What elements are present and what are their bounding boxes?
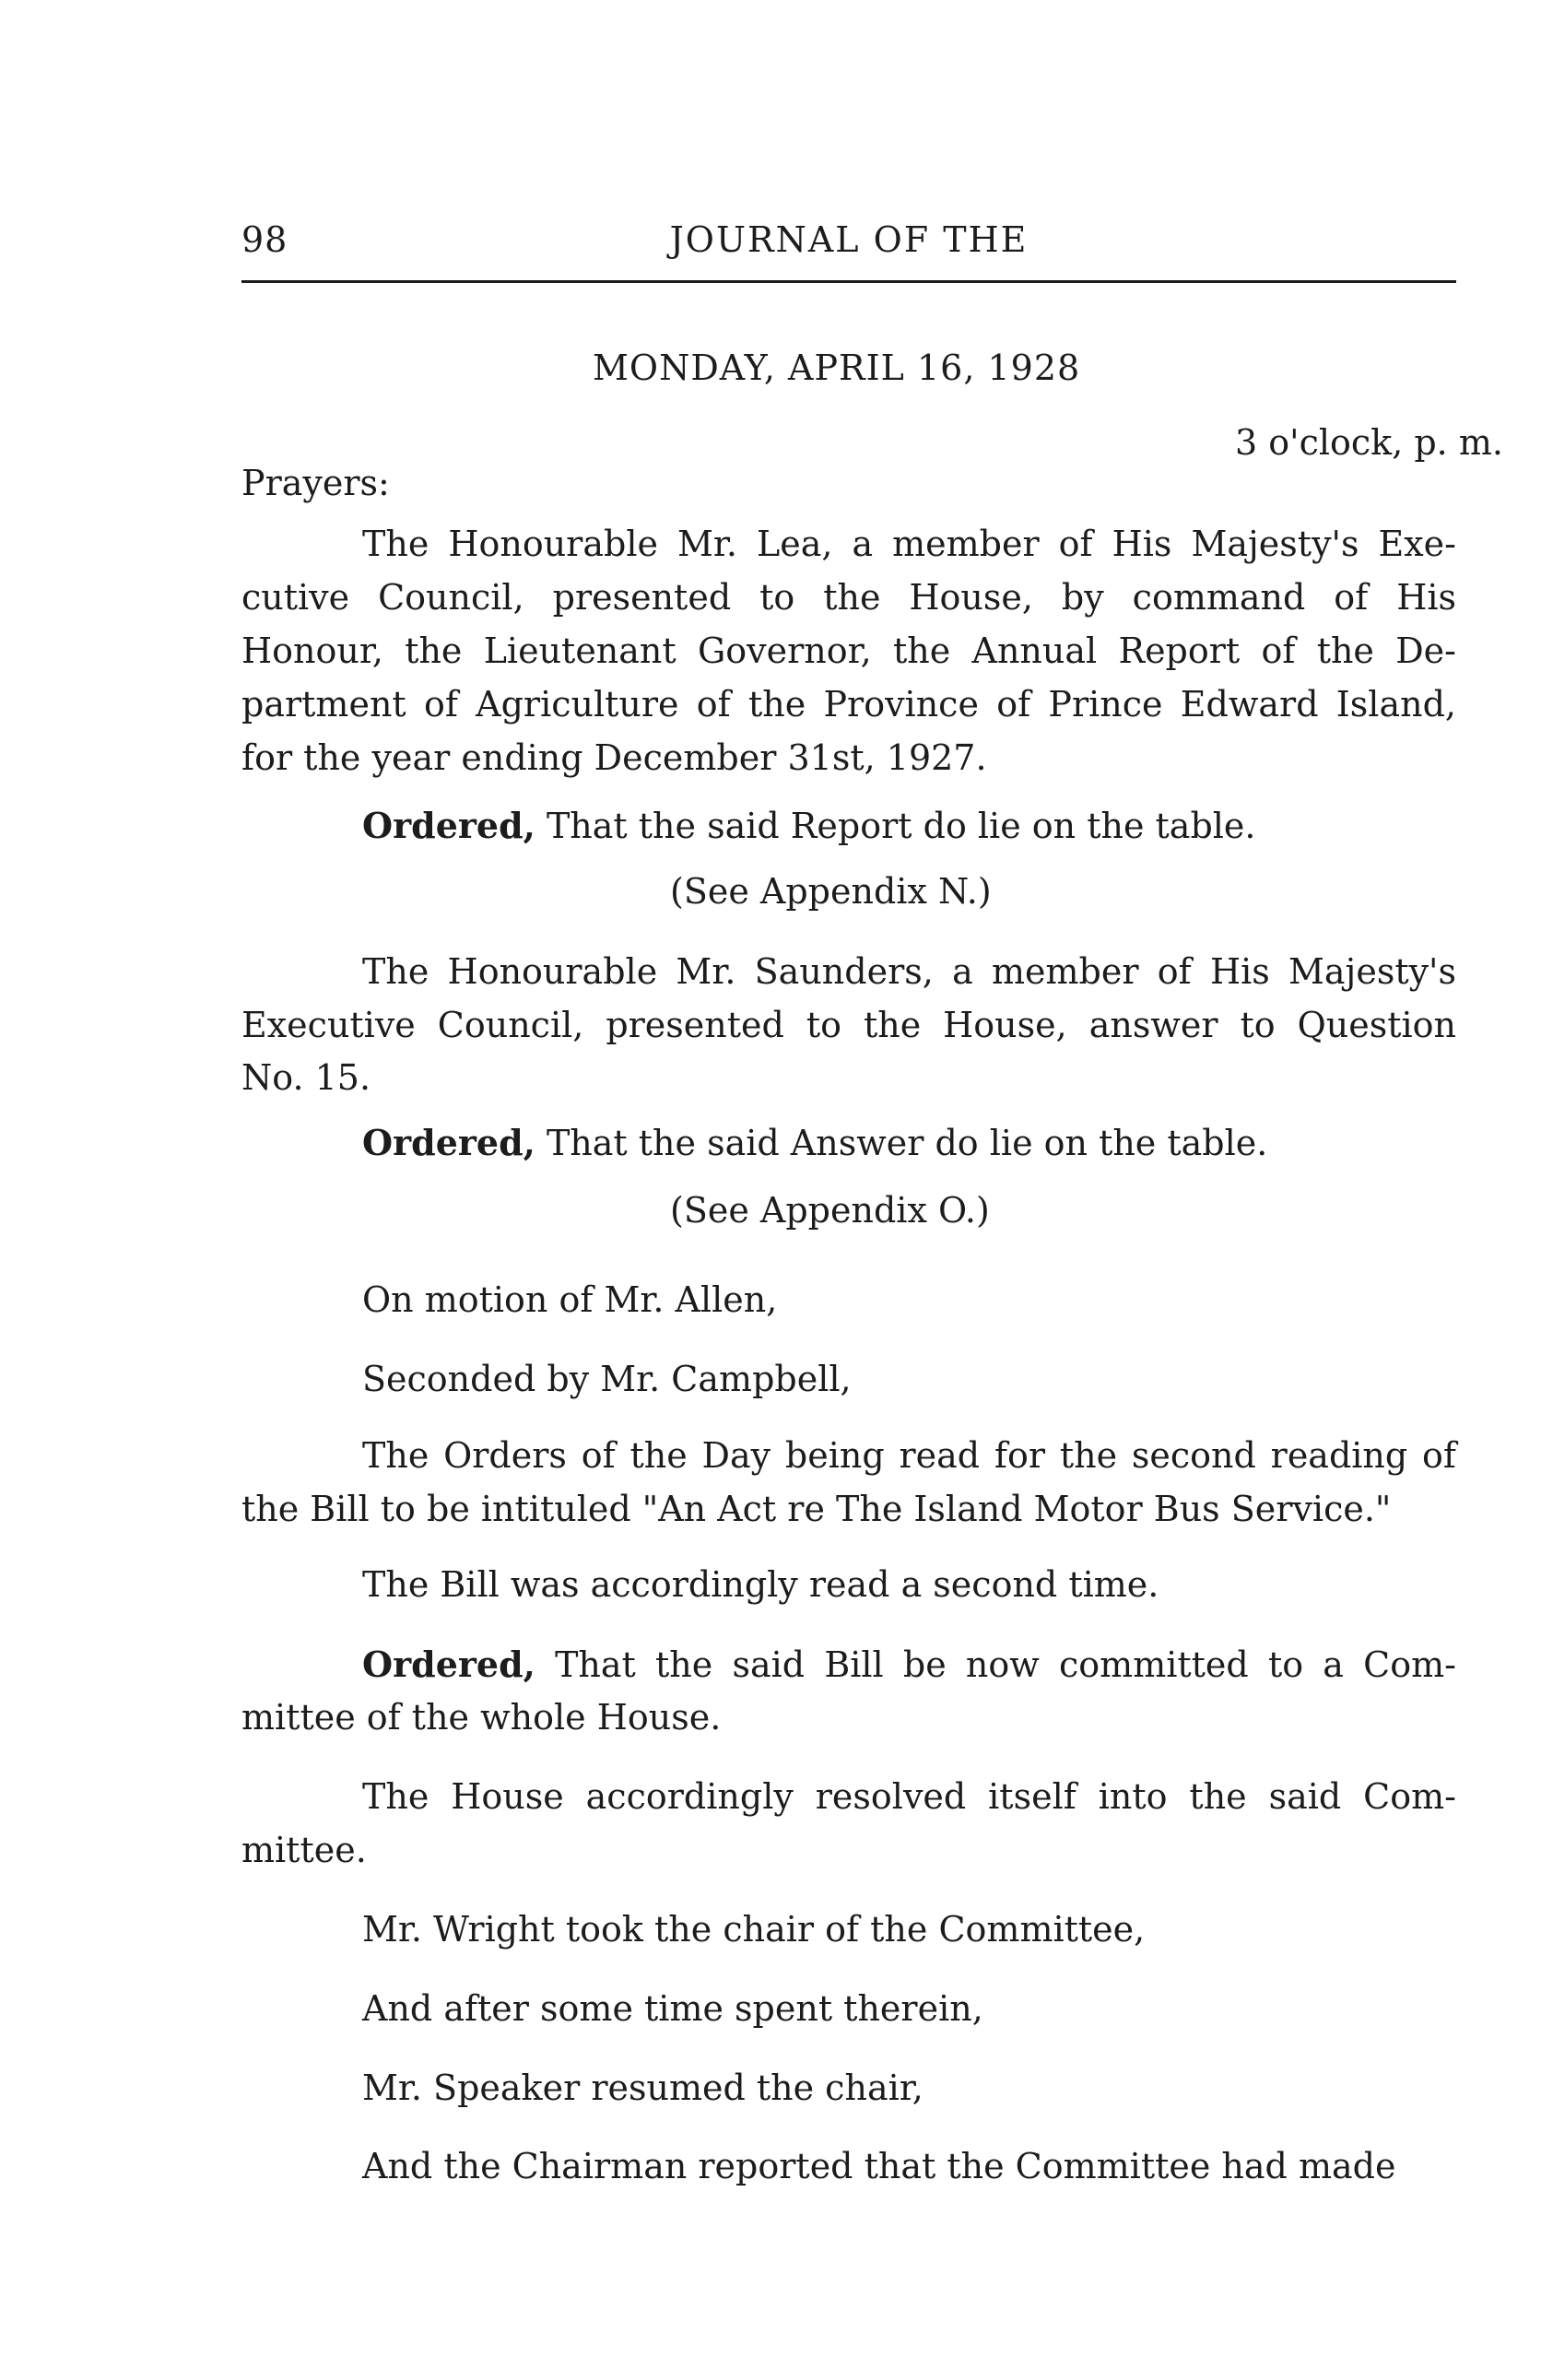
- after-line: And after some time spent therein,: [362, 1988, 983, 2029]
- paragraph-1-line-3: Honour, the Lieutenant Governor, the Annual Report of the De-: [241, 630, 1456, 671]
- order-text: That the said Bill be now committed to a Com-: [535, 1644, 1456, 1685]
- order-1: [362, 805, 1256, 846]
- appendix-n-reference: (See Appendix N.): [670, 871, 992, 912]
- appendix-o-reference: (See Appendix O.): [670, 1190, 990, 1231]
- paragraph-2-line-3: No. 15.: [241, 1057, 371, 1098]
- motion-line: On motion of Mr. Allen,: [362, 1279, 778, 1320]
- prayers-heading: Prayers:: [241, 463, 390, 503]
- date-line: MONDAY, APRIL 16, 1928: [593, 348, 1081, 388]
- order-2: [362, 1122, 1268, 1163]
- wright-line: Mr. Wright took the chair of the Committee,: [362, 1909, 1146, 1950]
- order-3-line-1: [362, 1644, 1456, 1685]
- paragraph-2-line-2: Executive Council, presented to the House, answer to Question: [241, 1005, 1456, 1045]
- order-text: That the said Answer do lie on the table.: [535, 1123, 1268, 1163]
- page-header: [241, 219, 1456, 264]
- page-number: 98: [241, 219, 288, 260]
- order-3-line-2: mittee of the whole House.: [241, 1697, 722, 1738]
- paragraph-2-line-1: The Honourable Mr. Saunders, a member of His Majesty's: [362, 951, 1456, 992]
- chairman-line: And the Chairman reported that the Committee had made: [362, 2146, 1396, 2186]
- running-head: JOURNAL OF THE: [669, 219, 1029, 260]
- ordered-label: Ordered,: [362, 1644, 535, 1685]
- header-rule: [241, 280, 1456, 283]
- paragraph-1-line-2: cutive Council, presented to the House, by command of His: [241, 577, 1456, 618]
- paragraph-4-line-1: The House accordingly resolved itself into the said Com-: [362, 1776, 1456, 1817]
- paragraph-1-line-1: The Honourable Mr. Lea, a member of His Majesty's Exe-: [362, 524, 1456, 564]
- second-reading-line: The Bill was accordingly read a second time.: [362, 1564, 1159, 1605]
- paragraph-3-line-2: the Bill to be intituled "An Act re The Island Motor Bus Service.": [241, 1489, 1392, 1529]
- time-line: 3 o'clock, p. m.: [1235, 422, 1503, 463]
- seconded-line: Seconded by Mr. Campbell,: [362, 1359, 852, 1399]
- paragraph-1-line-4: partment of Agriculture of the Province of Prince Edward Island,: [241, 684, 1456, 725]
- ordered-label: Ordered,: [362, 1122, 535, 1163]
- ordered-label: Ordered,: [362, 805, 535, 846]
- paragraph-1-line-5: for the year ending December 31st, 1927.: [241, 737, 987, 778]
- paragraph-4-line-2: mittee.: [241, 1830, 367, 1870]
- paragraph-3-line-1: The Orders of the Day being read for the second reading of: [362, 1435, 1456, 1476]
- speaker-line: Mr. Speaker resumed the chair,: [362, 2068, 923, 2108]
- order-text: That the said Report do lie on the table.: [535, 806, 1256, 846]
